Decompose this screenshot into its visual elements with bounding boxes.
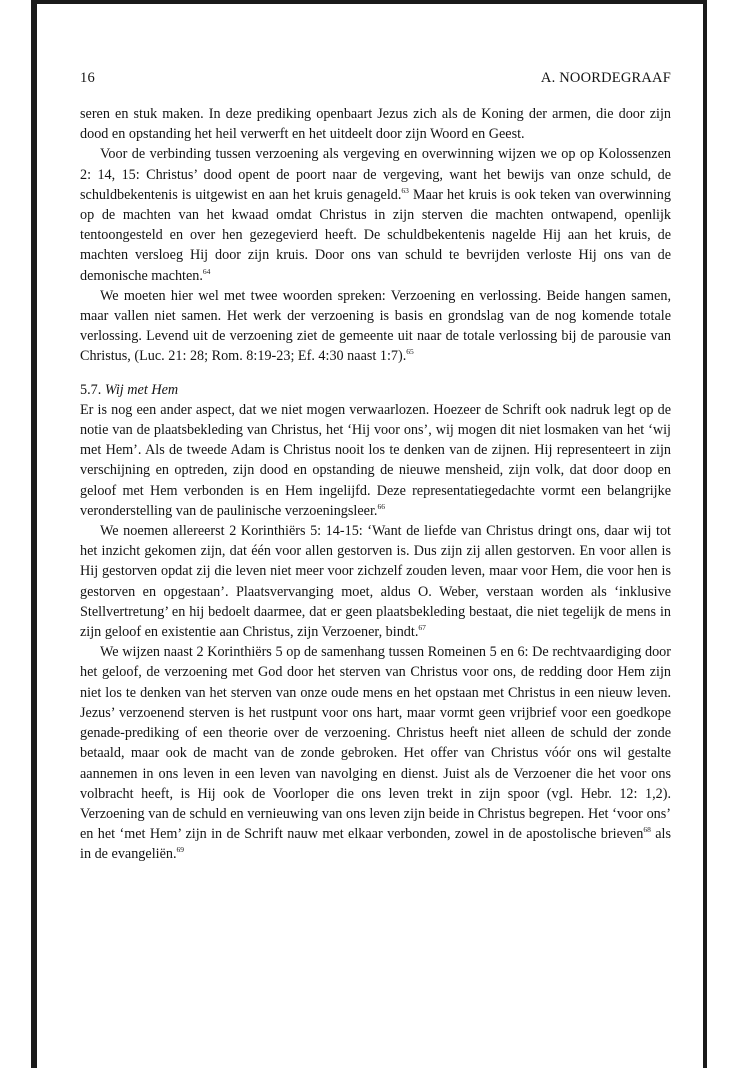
running-head bbox=[80, 68, 671, 88]
paragraph-verzoening-verlossing bbox=[80, 286, 671, 367]
paragraph-korinthiers bbox=[80, 521, 671, 642]
footnote-marker[interactable]: 64 bbox=[202, 266, 211, 276]
scan-border-right bbox=[703, 0, 707, 1068]
scan-border-left bbox=[31, 0, 37, 1068]
paragraph-text: Er is nog een ander aspect, dat we niet mogen verwaarlozen. Hoezeer de Schrift ook nadruk legt op de notie van de plaatsbekleding van Christus, het ‘Hij voor ons’, wij mogen dit niet losmaken van het ‘wij met Hem’. Als de tweede Adam is Christus nooit los te denken van de zijnen. Hij representeert in zijn verschijning en optreden, zijn dood en opstanding de nieuwe mensheid, zijn volk, dat door doop en geloof met Hem verbonden is en Hem ingelijfd. Deze representatiegedachte vormt een belangrijke veronderstelling van de paulinische verzoeningsleer. bbox=[80, 401, 671, 519]
paragraph-text: Voor de verbinding tussen verzoening als vergeving en overwinning wijzen we op op Kolossenzen 2: 14, 15: Christus’ dood opent de poort naar de vergeving, want het bewijs van onze schuld, de schuldbekentenis is uitgewist en aan het kruis genageld. bbox=[80, 146, 671, 203]
scan-border-top bbox=[31, 0, 707, 4]
page-number: 16 bbox=[80, 70, 95, 86]
section-number: 5.7. bbox=[80, 381, 102, 398]
page-body bbox=[80, 68, 671, 865]
section-title: Wij met Hem bbox=[104, 381, 179, 398]
paragraph-text: We wijzen naast 2 Korinthiërs 5 op de samenhang tussen Romeinen 5 en 6: De rechtvaardiging door het geloof, de verzoening met God door het sterven van Christus voor ons, de redding door Hem zijn niet los te denken van het sterven van onze oude mens en het opstaan met Christus in een nieuw leven. Jezus’ verzoenend sterven is het rustpunt voor ons hart, maar vormt geen vrijbrief voor een goedkope genade-prediking of een theorie over de verzoening. Christus heeft niet alleen de schuld der zonde betaald, maar ook de macht van de zonde gebroken. Het offer van Christus vóór ons wil gestalte aannemen in ons leven in een leven van navolging en dienst. Juist als de Verzoener die het voor ons volbracht heeft, is Hij ook de Voorloper die ons leven trekt in zijn spoor (vgl. Hebr. 12: 1,2). Verzoening van de schuld en vernieuwing van ons leven zijn beide in Christus begrepen. Het ‘voor ons’ en het ‘met Hem’ zijn in de Schrift nauw met elkaar verbonden, zowel in de apostolische brieven bbox=[80, 644, 671, 843]
footnote-marker[interactable]: 65 bbox=[406, 347, 414, 357]
section-heading bbox=[80, 380, 671, 400]
paragraph-text: als in de evangeliën. bbox=[80, 826, 671, 863]
paragraph-text: We noemen allereerst 2 Korinthiërs 5: 14-15: ‘Want de liefde van Christus dringt ons, daar wij tot het inzicht gekomen zijn, dat één voor allen gestorven is. Dus zijn zij allen gestorven. En voor allen is Hij gestorven opdat zij die leven niet meer voor zichzelf zouden leven, maar voor Hem, die voor hen is gestorven en opgestaan’. Plaatsvervanging moet, aldus O. Weber, verstaan worden als ‘inklusive Stellvertretung’ en hij bedoelt daarmee, dat er geen plaatsbekleding bestaat, die niet tegelijk de mens in zijn geloof en existentie aan Christus, zijn Verzoener, bindt. bbox=[80, 523, 671, 641]
paragraph-romeinen bbox=[80, 642, 671, 864]
footnote-marker[interactable]: 67 bbox=[418, 623, 426, 633]
footnote-marker[interactable]: 66 bbox=[377, 501, 385, 511]
paragraph-text: We moeten hier wel met twee woorden spreken: Verzoening en verlossing. Beide hangen samen, maar vallen niet samen. Het werk der verzoening is basis en grondslag van de nog komende totale verlossing. Levend uit de verzoening ziet de gemeente uit naar de totale verlossing bij de parousie van Christus, (Luc. 21: 28; Rom. 8:19-23; Ef. 4:30 naast 1:7). bbox=[80, 287, 671, 365]
paragraph-text: seren en stuk maken. In deze prediking openbaart Jezus zich als de Koning der armen, die door zijn dood en opstanding het heil verwerft en het uitdeelt door zijn Woord en Geest. bbox=[80, 106, 671, 143]
paragraph-continuation bbox=[80, 104, 671, 144]
running-head-author: A. NOORDEGRAAF bbox=[540, 70, 671, 86]
paragraph-kolossenzen bbox=[80, 144, 671, 285]
paragraph-text: Maar het kruis is ook teken van overwinning op de machten van het kwaad omdat Christus in zijn sterven die machten ontwapend, openlijk tentoongesteld en over hen gezegevierd heeft. De schuldbekentenis nagelde Hij aan het kruis, de machten versloeg Hij door zijn kruis. Door ons van schuld te bevrijden verloste Hij ons van de demonische machten. bbox=[80, 186, 671, 284]
footnote-marker[interactable]: 68 bbox=[643, 825, 651, 835]
footnote-marker[interactable]: 63 bbox=[401, 185, 409, 195]
footnote-marker[interactable]: 69 bbox=[176, 845, 185, 855]
paragraph-ander-aspect bbox=[80, 400, 671, 521]
